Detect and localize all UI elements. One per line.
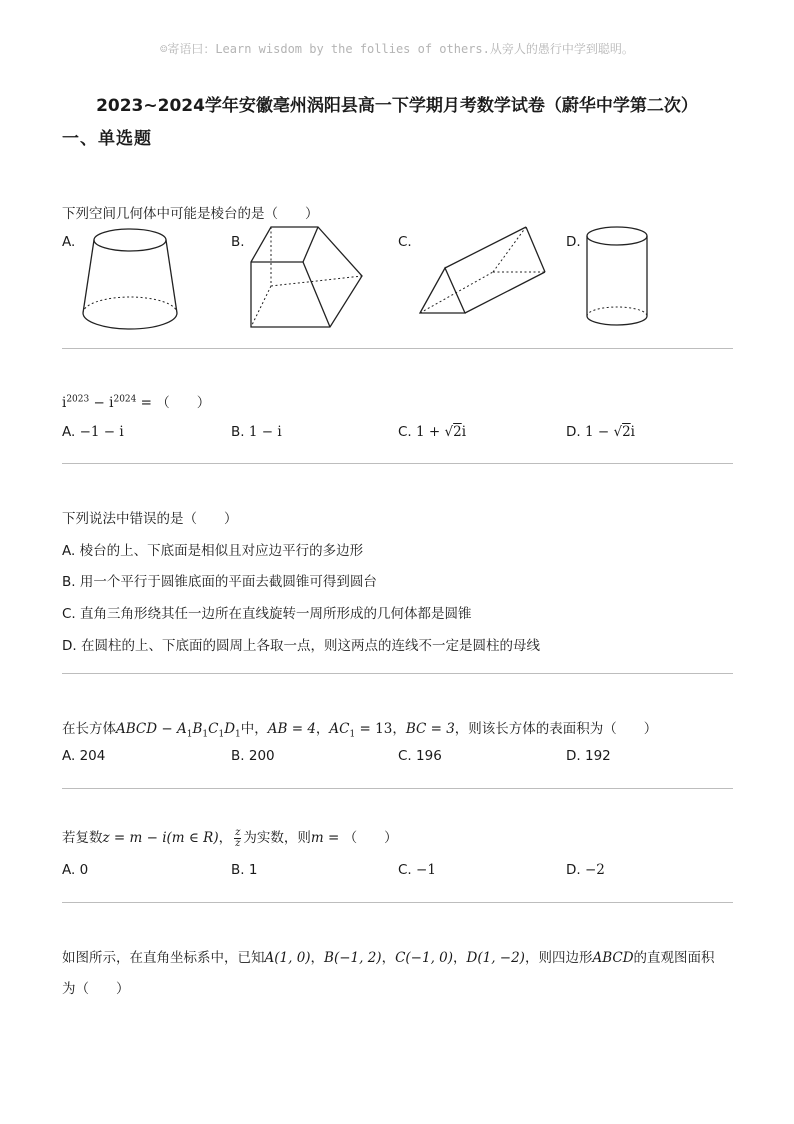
option-label: B.	[231, 862, 245, 878]
option-text: 0	[79, 862, 89, 878]
page-title: 2023~2024学年安徽亳州涡阳县高一下学期月考数学试卷（蔚华中学第二次）	[96, 96, 698, 116]
option-text: 1 −	[584, 424, 614, 440]
sqrt-radicand: 2	[453, 424, 462, 440]
pentagonal-prism-icon	[248, 224, 366, 330]
option-label: D.	[566, 862, 581, 878]
option-label: B.	[231, 748, 245, 764]
fraction-denominator: z̄	[235, 837, 241, 849]
option-text: 在圆柱的上、下底面的圆周上各取一点，则这两点的连线不一定是圆柱的母线	[80, 638, 540, 654]
q1-option-a-label: A.	[62, 234, 76, 250]
option-label: A.	[62, 748, 76, 764]
option-label: B.	[62, 574, 76, 590]
separator-line	[62, 348, 733, 349]
option-text: 200	[248, 748, 275, 764]
q4-option-a	[62, 748, 105, 764]
q6-text: ，	[310, 950, 325, 966]
motto-text: ☺寄语曰：Learn wisdom by the follies of others.从旁人的愚行中学到聪明。	[160, 42, 634, 56]
separator-line	[62, 788, 733, 789]
option-label: C.	[398, 424, 412, 440]
q2-stem	[62, 391, 210, 411]
q5-text: 为实数，则	[243, 830, 311, 846]
option-label: A.	[62, 424, 76, 440]
q4-math: AB = 4	[267, 721, 316, 737]
option-text: −2	[584, 862, 605, 878]
q4-text: 在长方体	[62, 721, 116, 737]
option-text: 1 − i	[248, 424, 282, 440]
q6-text: 如图所示，在直角坐标系中，已知	[62, 950, 265, 966]
q6-point-b: B(−1, 2)	[324, 950, 382, 966]
option-label: D.	[566, 424, 581, 440]
q2-exponent-1: 2023	[66, 394, 90, 405]
q5-math: m =	[310, 830, 344, 846]
q4-subscript: 1	[218, 729, 225, 740]
triangular-prism-icon	[417, 224, 551, 318]
q3-option-a	[62, 539, 363, 559]
option-text: i	[461, 424, 467, 440]
q4-text: ，	[392, 721, 406, 737]
option-label: A.	[62, 862, 76, 878]
option-text: 1	[248, 862, 258, 878]
option-text: 192	[584, 748, 611, 764]
option-text: 直角三角形绕其任一边所在直线旋转一周所形成的几何体都是圆锥	[80, 606, 472, 622]
q2-option-b	[231, 424, 282, 440]
q4-math: C	[208, 721, 219, 737]
frustum-of-cone-icon	[80, 226, 180, 334]
q3-option-c	[62, 602, 472, 622]
q4-math: AC	[329, 721, 350, 737]
q4-subscript: 1	[349, 729, 356, 740]
option-text: 1 +	[416, 424, 445, 440]
q6-stem-line-2: 为（ ）	[62, 981, 130, 997]
separator-line	[62, 463, 733, 464]
q2-exponent-2: 2024	[113, 394, 137, 405]
q2-base-1: i	[62, 395, 67, 411]
q6-text: ，则四边形	[524, 950, 593, 966]
option-text: 用一个平行于圆锥底面的平面去截圆锥可得到圆台	[79, 574, 377, 590]
q5-option-b	[231, 862, 257, 878]
q3-stem: 下列说法中错误的是（ ）	[62, 511, 238, 527]
q3-option-d	[62, 634, 540, 654]
q6-text: ，	[381, 950, 396, 966]
q2-option-d: D. 1 − √2i	[566, 424, 635, 440]
q4-option-d	[566, 748, 611, 764]
option-text: −1 − i	[79, 424, 124, 440]
q5-blank: （ ）	[343, 830, 398, 846]
q6-point-a: A(1, 0)	[264, 950, 311, 966]
option-text: 棱台的上、下底面是相似且对应边平行的多边形	[79, 543, 364, 559]
q5-stem	[62, 826, 398, 849]
q4-subscript: 1	[235, 729, 241, 740]
q1-option-b-label: B.	[231, 234, 245, 250]
option-label: C.	[398, 862, 412, 878]
option-label: C.	[398, 748, 412, 764]
option-label: B.	[231, 424, 245, 440]
q4-text: 中，	[240, 721, 268, 737]
q4-math: B	[192, 721, 203, 737]
q2-option-a	[62, 424, 124, 440]
q4-option-b	[231, 748, 275, 764]
separator-line	[62, 902, 733, 903]
q5-text: ，	[218, 830, 233, 846]
section-heading: 一、单选题	[62, 129, 152, 149]
option-text: 196	[416, 748, 442, 764]
q6-text: ，	[453, 950, 467, 966]
q2-minus: −	[89, 395, 110, 411]
q4-text: ，	[315, 721, 330, 737]
q4-subscript: 1	[186, 729, 193, 740]
q5-option-d	[566, 862, 605, 878]
q2-equals: =	[136, 395, 157, 411]
q3-option-b	[62, 570, 377, 590]
q4-math: BC = 3	[405, 721, 455, 737]
q6-math: ABCD	[592, 950, 634, 966]
option-label: D.	[62, 638, 77, 654]
q5-math: z = m − i(m ∈ R)	[102, 830, 219, 846]
option-text: i	[630, 424, 635, 440]
fraction-numerator: z	[235, 826, 241, 838]
q5-fraction	[234, 828, 241, 849]
q5-option-a	[62, 862, 88, 878]
q4-stem	[62, 717, 657, 740]
q4-math: = 13	[355, 721, 393, 737]
cylinder-icon	[584, 224, 650, 330]
q6-stem	[62, 946, 715, 966]
option-label: C.	[62, 606, 76, 622]
q2-base-2: i	[109, 395, 114, 411]
q2-option-c: C. 1 + √2i	[398, 424, 467, 440]
q6-text: 的直观图面积	[633, 950, 715, 966]
q5-option-c	[398, 862, 436, 878]
q4-subscript: 1	[202, 729, 209, 740]
q1-stem: 下列空间几何体中可能是棱台的是（ ）	[62, 206, 319, 222]
q2-blank: （ ）	[156, 395, 211, 411]
q1-option-c-label: C.	[398, 234, 412, 250]
option-text: −1	[416, 862, 436, 878]
q4-math: D	[224, 721, 236, 737]
q6-point-c: C(−1, 0)	[395, 950, 454, 966]
separator-line	[62, 673, 733, 674]
option-text: 204	[79, 748, 106, 764]
q6-point-d: D(1, −2)	[466, 950, 525, 966]
q1-option-d-label: D.	[566, 234, 581, 250]
option-label: D.	[566, 748, 581, 764]
q4-math: ABCD − A	[116, 721, 187, 737]
option-label: A.	[62, 543, 76, 559]
q5-text: 若复数	[62, 830, 103, 846]
sqrt-radicand: 2	[622, 424, 631, 440]
q4-text: ，则该长方体的表面积为（ ）	[454, 721, 658, 737]
q4-option-c	[398, 748, 442, 764]
